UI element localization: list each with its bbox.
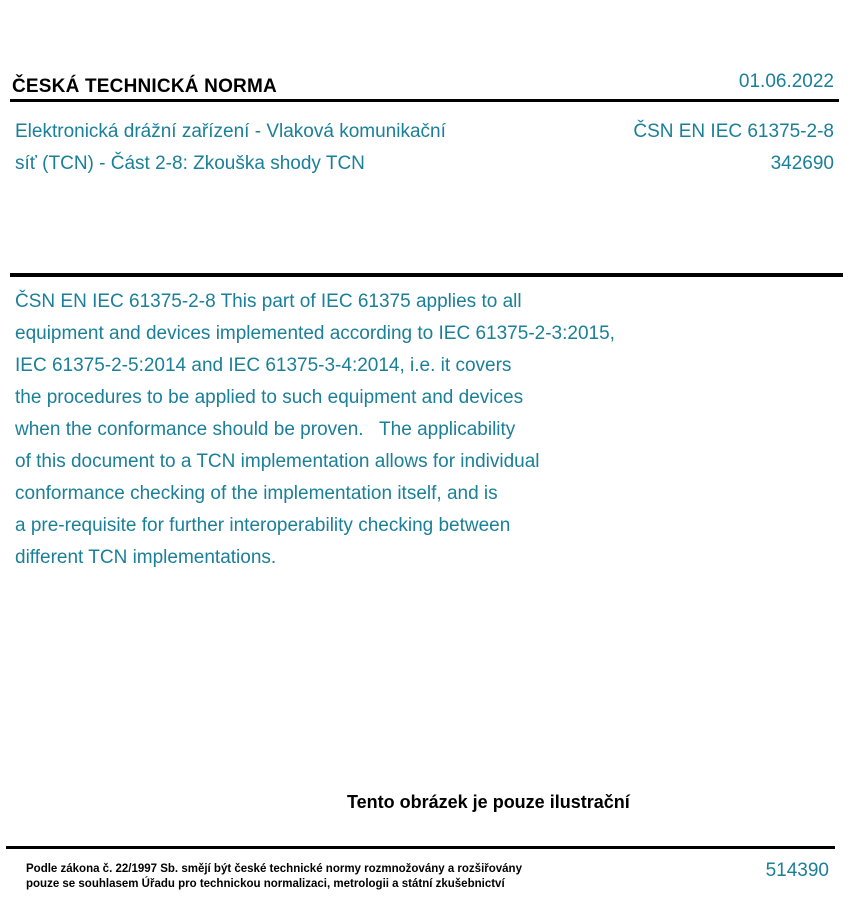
standard-title-line: Elektronická drážní zařízení - Vlaková komunikační [15,121,446,142]
abstract-line: conformance checking of the implementation itself, and is [15,483,498,504]
standard-title-line: síť (TCN) - Část 2-8: Zkouška shody TCN [15,153,365,174]
legal-notice [26,862,666,892]
illustration-note: Tento obrázek je pouze ilustrační [347,792,630,812]
abstract-line: a pre-requisite for further interoperability checking between [15,515,511,536]
abstract-line: when the conformance should be proven. The applicability [15,419,516,440]
standard-identifiers [633,116,834,180]
middle-divider [10,273,843,277]
abstract-line: different TCN implementations. [15,547,277,568]
publication-date: 01.06.2022 [738,71,834,92]
abstract-line: ČSN EN IEC 61375-2-8 This part of IEC 61375 applies to all [15,291,522,312]
document-type-heading: ČESKÁ TECHNICKÁ NORMA [12,76,277,97]
abstract-line: the procedures to be applied to such equipment and devices [15,387,524,408]
standard-code: ČSN EN IEC 61375-2-8 [633,121,834,142]
document-number: 514390 [765,860,829,881]
abstract-line: IEC 61375-2-5:2014 and IEC 61375-3-4:2014, i.e. it covers [15,355,512,376]
classification-number: 342690 [770,153,834,174]
abstract-line: of this document to a TCN implementation allows for individual [15,451,540,472]
standard-title [15,116,555,180]
legal-notice-line: pouze se souhlasem Úřadu pro technickou normalizaci, metrologii a státní zkušebnictví [26,878,505,890]
legal-notice-line: Podle zákona č. 22/1997 Sb. smějí být české technické normy rozmnožovány a rozšiřovány [26,863,522,875]
bottom-divider [6,846,835,849]
top-divider [10,99,839,102]
abstract-text [15,286,775,574]
abstract-line: equipment and devices implemented according to IEC 61375-2-3:2015, [15,323,615,344]
